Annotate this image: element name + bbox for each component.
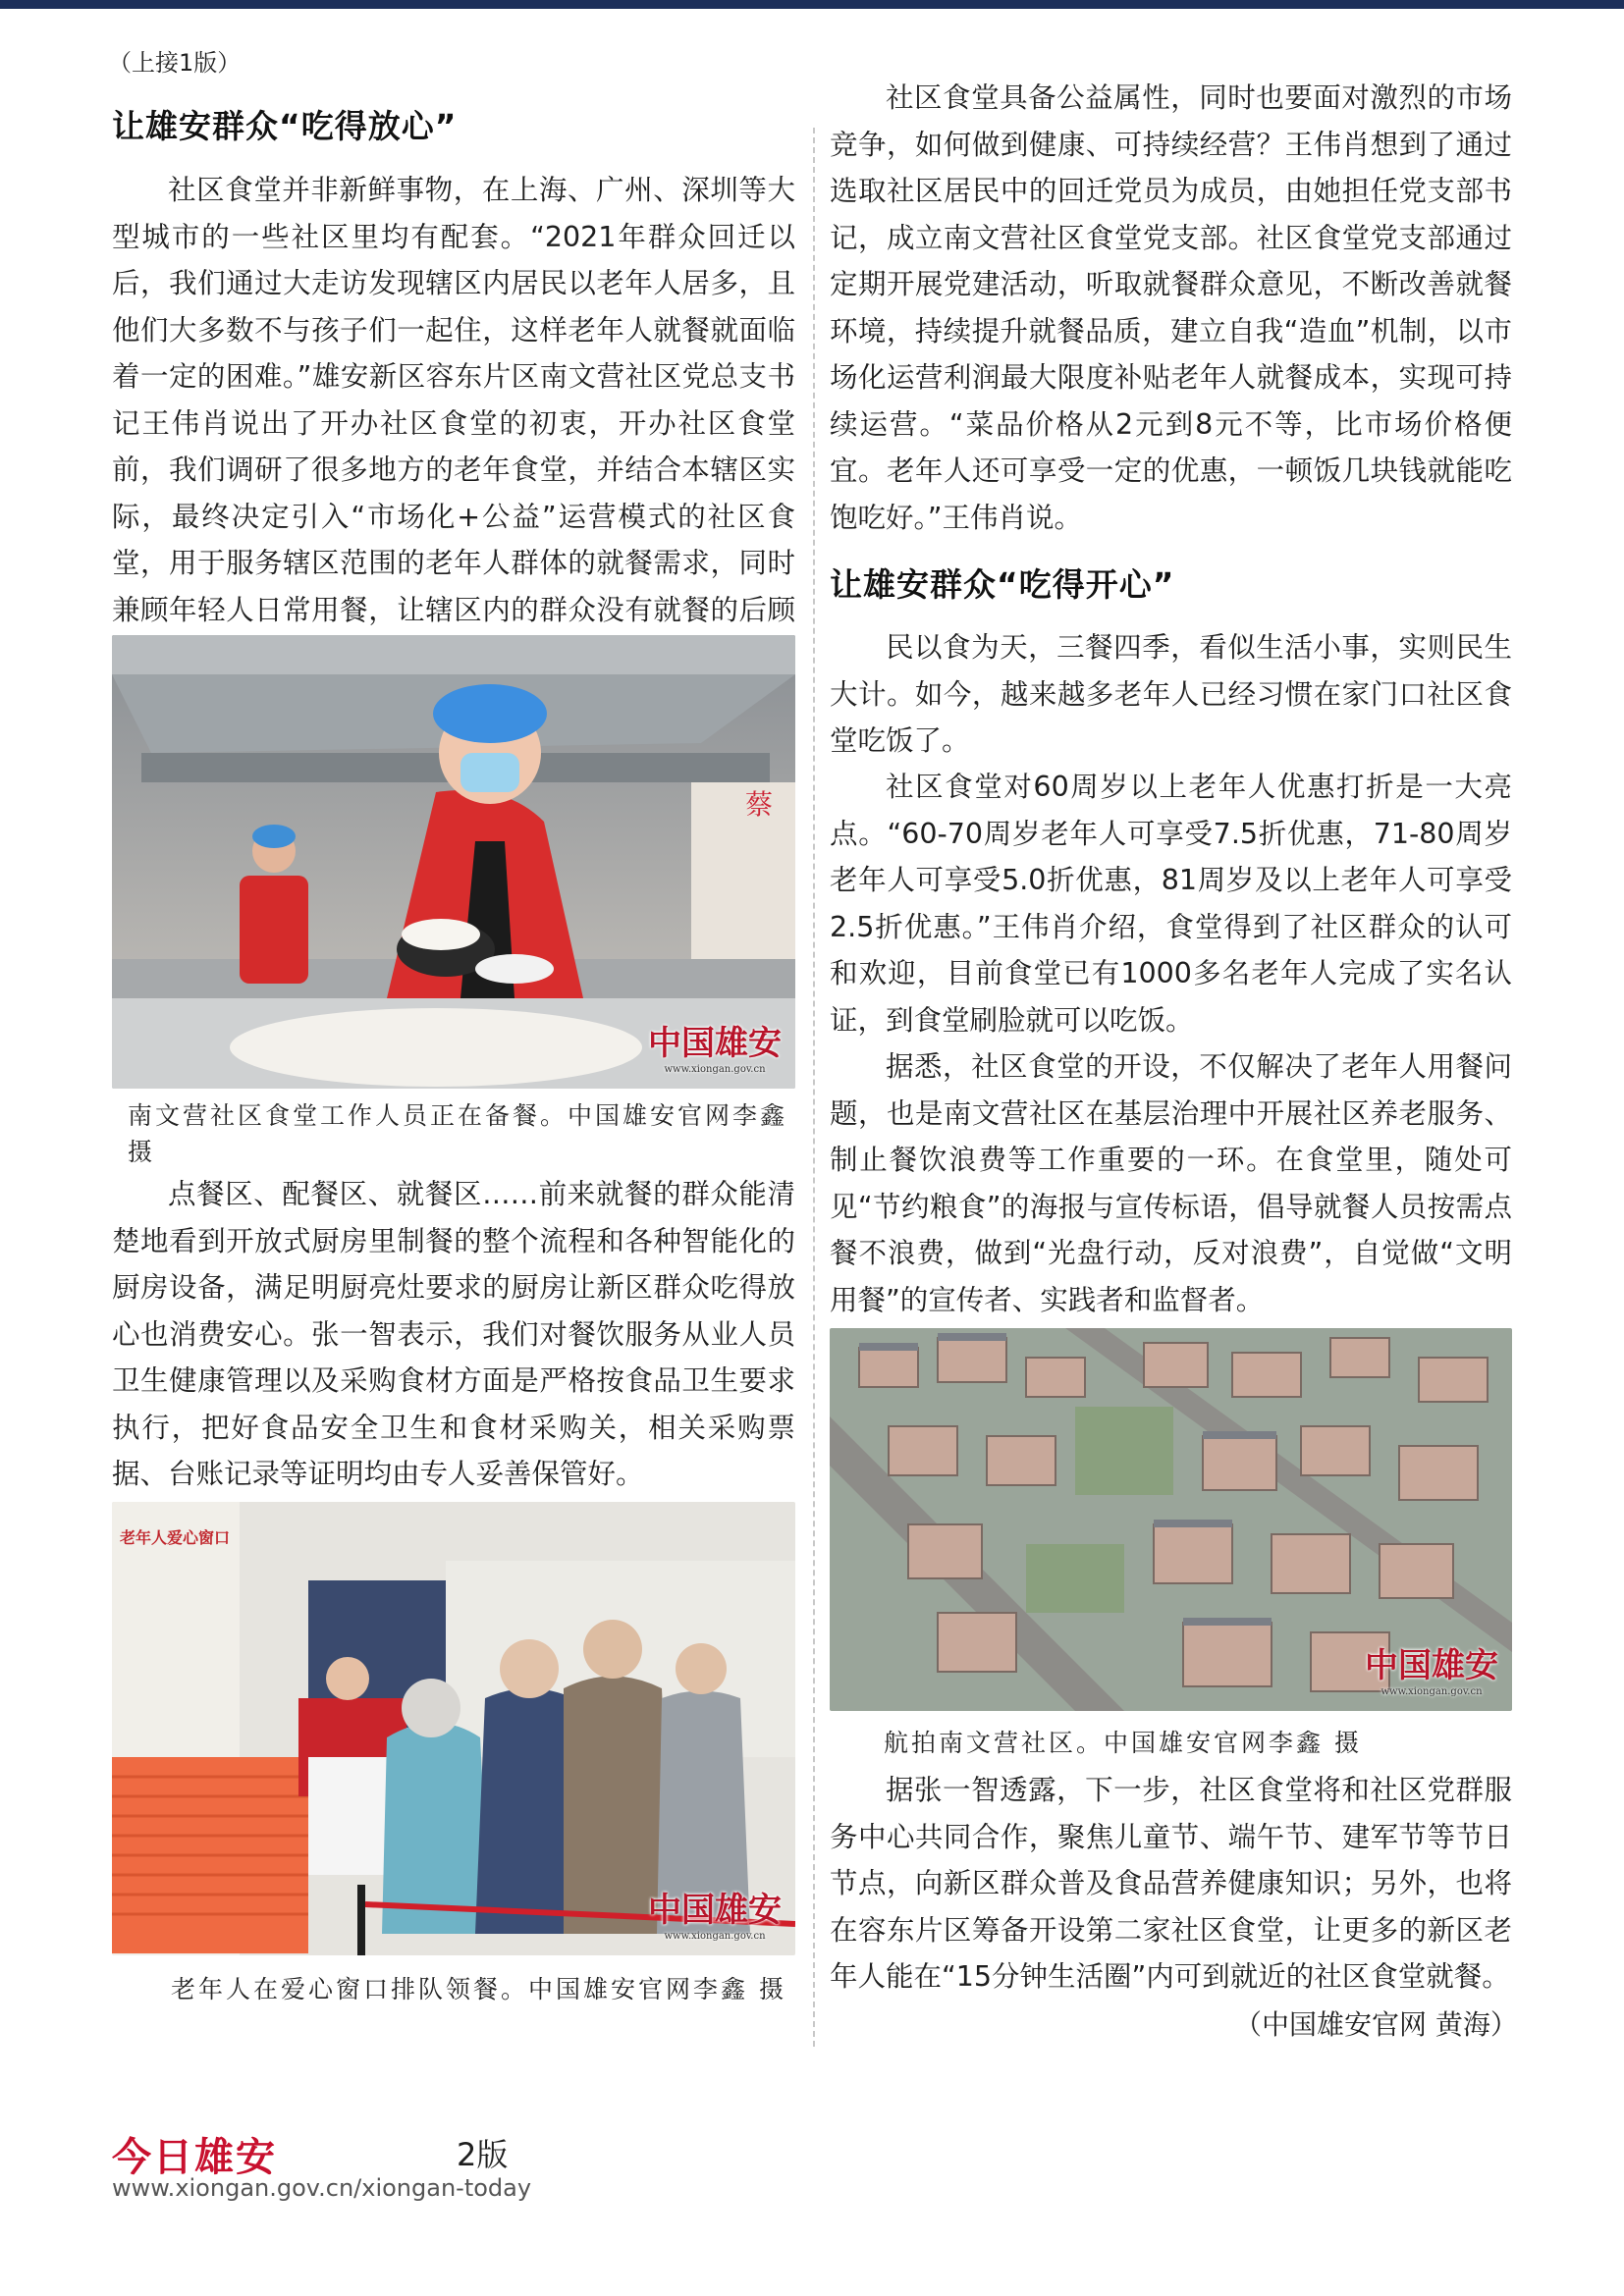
- paragraph: 社区食堂并非新鲜事物，在上海、广州、深圳等大型城市的一些社区里均有配套。“2021年群众回迁以后，我们通过大走访发现辖区内居民以老年人居多，且他们大多数不与孩子们一起住，这样老年人就餐就面临着一定的困难。”雄安新区容东片区南文营社区党总支书记王伟肖说出了开办社区食堂的初衷，开办社区食堂前，我们调研了很多地方的老年食堂，并结合本辖区实际，最终决定引入“市场化+公益”运营模式的社区食堂，用于服务辖区范围的老年人群体的就餐需求，同时兼顾年轻人日常用餐，让辖区内的群众没有就餐的后顾: [112, 174, 795, 626]
- paragraph: 据悉，社区食堂的开设，不仅解决了老年人用餐问题，也是南文营社区在基层治理中开展社区养老服务、制止餐饮浪费等工作重要的一环。在食堂里，随处可见“节约粮食”的海报与宣传标语，倡导就餐人员按需点餐不浪费，做到“光盘行动，反对浪费”，自觉做“文明用餐”的宣传者、实践者和监督者。: [830, 1050, 1512, 1316]
- kitchen-photo: [112, 635, 795, 1089]
- photo-caption: 航拍南文营社区。中国雄安官网李鑫 摄: [884, 1729, 1362, 1757]
- continued-note: （上接1版）: [108, 49, 242, 77]
- footer-logo: 今日雄安: [112, 2134, 277, 2180]
- paragraph: 民以食为天，三餐四季，看似生活小事，实则民生大计。如今，越来越多老年人已经习惯在家门口社区食堂吃饭了。: [830, 631, 1512, 757]
- section-heading-2: 让雄安群众“吃得开心”: [830, 565, 1175, 604]
- photo-watermark: 中国雄安 www.xiongan.gov.cn: [1365, 1646, 1498, 1697]
- paragraph: 社区食堂具备公益属性，同时也要面对激烈的市场竞争，如何做到健康、可持续经营？王伟肖想到了通过选取社区居民中的回迁党员为成员，由她担任党支部书记，成立南文营社区食堂党支部。社区食堂党支部通过定期开展党建活动，听取就餐群众意见，不断改善就餐环境，持续提升就餐品质，建立自我“造血”机制，以市场化运营利润最大限度补贴老年人就餐成本，实现可持续运营。“菜品价格从2元到8元不等，比市场价格便宜。老年人还可享受一定的优惠，一顿饭几块钱就能吃饱吃好。”王伟肖说。: [830, 81, 1512, 534]
- queue-photo: [112, 1502, 795, 1955]
- photo-caption: 南文营社区食堂工作人员正在备餐。中国雄安官网李鑫 摄: [128, 1101, 788, 1166]
- byline: （中国雄安官网 黄海）: [1234, 2008, 1518, 2041]
- paragraph: 据张一智透露，下一步，社区食堂将和社区党群服务中心共同合作，聚焦儿童节、端午节、建军节等节日节点，向新区群众普及食品营养健康知识；另外，也将在容东片区筹备开设第二家社区食堂，让更多的新区老年人能在“15分钟生活圈”内可到就近的社区食堂就餐。: [830, 1774, 1512, 1993]
- aerial-photo: [830, 1328, 1512, 1711]
- column-divider: [813, 128, 815, 2047]
- wall-sign: 蔡: [745, 788, 774, 821]
- paragraph: 社区食堂对60周岁以上老年人优惠打折是一大亮点。“60-70周岁老年人可享受7.5折优惠，71-80周岁老年人可享受5.0折优惠，81周岁及以上老年人可享受2.5折优惠。”王伟肖介绍，食堂得到了社区群众的认可和欢迎，目前食堂已有1000多名老年人完成了实名认证，到食堂刷脸就可以吃饭。: [830, 771, 1512, 1037]
- photo-caption: 老年人在爱心窗口排队领餐。中国雄安官网李鑫 摄: [171, 1975, 786, 2003]
- page-number: 2版: [457, 2136, 509, 2173]
- section-heading-1: 让雄安群众“吃得放心”: [112, 107, 458, 145]
- footer-url[interactable]: www.xiongan.gov.cn/xiongan-today: [112, 2174, 532, 2202]
- top-bar: [0, 0, 1624, 9]
- photo-watermark: 中国雄安 www.xiongan.gov.cn: [648, 1024, 782, 1075]
- paragraph: 点餐区、配餐区、就餐区……前来就餐的群众能清楚地看到开放式厨房里制餐的整个流程和各种智能化的厨房设备，满足明厨亮灶要求的厨房让新区群众吃得放心也消费安心。张一智表示，我们对餐饮服务从业人员卫生健康管理以及采购食材方面是严格按食品卫生要求执行，把好食品安全卫生和食材采购关，相关采购票据、台账记录等证明均由专人妥善保管好。: [112, 1178, 795, 1490]
- window-sign: 老年人爱心窗口: [120, 1528, 231, 1547]
- photo-watermark: 中国雄安 www.xiongan.gov.cn: [648, 1891, 782, 1942]
